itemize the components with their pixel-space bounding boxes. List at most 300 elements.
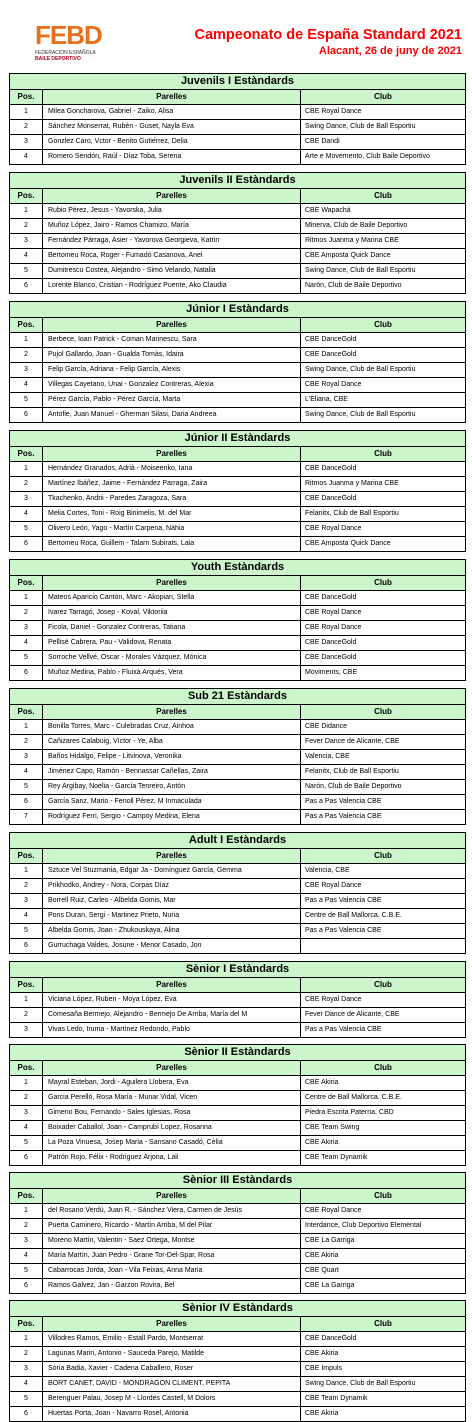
table-row bbox=[10, 477, 465, 492]
position-cell: 5 bbox=[10, 924, 43, 938]
pos-header: Pos. bbox=[10, 1189, 43, 1203]
couple-cell: Lagunas Marin, Antonio - Sauceda Parejo, Matilde bbox=[43, 1347, 301, 1361]
position-cell: 5 bbox=[10, 780, 43, 794]
couple-cell: Cañizares Calabuig, Víctor - Ye, Alba bbox=[43, 735, 301, 749]
club-cell: Pas a Pas Valencia CBE bbox=[305, 897, 382, 904]
couple-cell: Pujol Gallardo, Joan - Gualda Tomàs, Idaira bbox=[43, 348, 301, 362]
club-cell: CBE Quart bbox=[305, 1267, 339, 1274]
results-section bbox=[9, 430, 466, 552]
club-header: Club bbox=[374, 578, 392, 587]
parelles-header: Parelles bbox=[43, 849, 301, 863]
club-cell: CBE DanceGold bbox=[305, 336, 357, 343]
table-row bbox=[10, 1091, 465, 1106]
club-header: Club bbox=[374, 320, 392, 329]
couple-cell: María Martín, Juan Pedro - Grane Tor-Del-Spar, Rosa bbox=[43, 1249, 301, 1263]
couple-cell: Pellisé Cabrera, Pau - Validova, Renata bbox=[43, 636, 301, 650]
table-row bbox=[10, 750, 465, 765]
page-title: Campeonato de España Standard 2021 bbox=[194, 27, 462, 43]
position-cell: 6 bbox=[10, 279, 43, 293]
club-cell: Felanitx, Club de Ball Esportiu bbox=[305, 510, 399, 517]
table-row bbox=[10, 279, 465, 293]
club-cell: Swing Dance, Club de Ball Esportiu bbox=[305, 1380, 416, 1387]
position-cell: 6 bbox=[10, 537, 43, 551]
position-cell: 3 bbox=[10, 363, 43, 377]
table-header-row bbox=[10, 576, 465, 591]
section-title: Youth Estàndards bbox=[10, 560, 465, 576]
position-cell: 1 bbox=[10, 720, 43, 734]
table-row bbox=[10, 621, 465, 636]
couple-cell: Vivas Ledo, Iruma - Martínez Redondo, Pablo bbox=[43, 1023, 301, 1037]
table-row bbox=[10, 1362, 465, 1377]
position-cell: 2 bbox=[10, 477, 43, 491]
couple-cell: Gurruchaga Valdes, Josune - Menor Casado, Jon bbox=[43, 939, 301, 953]
position-cell: 3 bbox=[10, 1362, 43, 1376]
position-cell: 2 bbox=[10, 1219, 43, 1233]
couple-cell: Bertomeu Roca, Roger - Fumadó Casanova, Anel bbox=[43, 249, 301, 263]
table-row bbox=[10, 204, 465, 219]
club-header: Club bbox=[374, 1319, 392, 1328]
club-cell: CBE DanceGold bbox=[305, 639, 357, 646]
couple-cell: Sánchez Monserrat, Rubén - Guset, Nayla Eva bbox=[43, 120, 301, 134]
table-row bbox=[10, 795, 465, 810]
section-title: Juvenils I Estàndards bbox=[10, 74, 465, 90]
table-row bbox=[10, 1151, 465, 1165]
table-row bbox=[10, 591, 465, 606]
couple-cell: Martínez Ibáñez, Jaime - Fernández Parraga, Zaira bbox=[43, 477, 301, 491]
pos-header: Pos. bbox=[10, 1317, 43, 1331]
table-row bbox=[10, 537, 465, 551]
position-cell: 3 bbox=[10, 135, 43, 149]
federation-logo bbox=[35, 22, 105, 70]
club-cell: Pas a Pas Valencia CBE bbox=[305, 927, 382, 934]
pos-header: Pos. bbox=[10, 189, 43, 203]
position-cell: 4 bbox=[10, 249, 43, 263]
club-cell: CBE DanceGold bbox=[305, 1335, 357, 1342]
club-cell: CBE Akiria bbox=[305, 1350, 339, 1357]
club-cell: CBE DanceGold bbox=[305, 351, 357, 358]
position-cell: 3 bbox=[10, 1106, 43, 1120]
table-row bbox=[10, 894, 465, 909]
club-cell: Pas a Pas Valencia CBE bbox=[305, 813, 382, 820]
club-cell: Arte e Movemento, Club Baile Deportivo bbox=[305, 153, 430, 160]
club-cell: CBE Royal Dance bbox=[305, 525, 362, 532]
position-cell: 5 bbox=[10, 1392, 43, 1406]
club-cell: CBE DanceGold bbox=[305, 654, 357, 661]
table-row bbox=[10, 1407, 465, 1421]
club-cell: CBE DanceGold bbox=[305, 465, 357, 472]
table-row bbox=[10, 1023, 465, 1037]
parelles-header: Parelles bbox=[43, 447, 301, 461]
club-header: Club bbox=[374, 449, 392, 458]
table-row bbox=[10, 234, 465, 249]
position-cell: 1 bbox=[10, 204, 43, 218]
section-title: Sub 21 Estàndards bbox=[10, 689, 465, 705]
club-cell: Swing Dance, Club de Ball Esportiu bbox=[305, 366, 416, 373]
table-header-row bbox=[10, 705, 465, 720]
position-cell: 6 bbox=[10, 795, 43, 809]
pos-header: Pos. bbox=[10, 978, 43, 992]
table-header-row bbox=[10, 447, 465, 462]
table-header-row bbox=[10, 978, 465, 993]
club-cell: CBE Akiria bbox=[305, 1139, 339, 1146]
couple-cell: Comesaña Bermejo, Alejandro - Bermejo De Arriba, María del M bbox=[43, 1008, 301, 1022]
position-cell: 1 bbox=[10, 1332, 43, 1346]
club-cell: Centre de Ball Mallorca. C.B.E. bbox=[305, 1094, 402, 1101]
table-row bbox=[10, 864, 465, 879]
table-row bbox=[10, 264, 465, 279]
club-cell: CBE Amposta Quick Dance bbox=[305, 252, 391, 259]
couple-cell: Moreno Martín, Valentin - Saez Ortega, Montse bbox=[43, 1234, 301, 1248]
position-cell: 3 bbox=[10, 621, 43, 635]
club-cell: Ritmos Juanma y Marina CBE bbox=[305, 480, 399, 487]
table-row bbox=[10, 780, 465, 795]
club-cell: Fever Dance de Alicante, CBE bbox=[305, 1011, 400, 1018]
position-cell: 5 bbox=[10, 264, 43, 278]
couple-cell: Berbece, Ioan Patrick - Coman Marinescu, Sara bbox=[43, 333, 301, 347]
section-title: Sènior III Estàndards bbox=[10, 1173, 465, 1189]
position-cell: 3 bbox=[10, 750, 43, 764]
club-cell: Moviments, CBE bbox=[305, 669, 358, 676]
table-row bbox=[10, 810, 465, 824]
couple-cell: Gimeno Bou, Fernando - Sales Iglesias, Rosa bbox=[43, 1106, 301, 1120]
table-row bbox=[10, 249, 465, 264]
club-header: Club bbox=[374, 707, 392, 716]
couple-cell: Muñoz Medina, Pablo - Fluixà Arqués, Vera bbox=[43, 666, 301, 680]
couple-cell: Pérez García, Pablo - Pérez García, Marta bbox=[43, 393, 301, 407]
club-cell: Swing Dance, Club de Ball Esportiu bbox=[305, 411, 416, 418]
results-section bbox=[9, 961, 466, 1038]
club-cell: Valencia, CBE bbox=[305, 753, 350, 760]
couple-cell: Baños Hidalgo, Felipe - Litvinova, Veronika bbox=[43, 750, 301, 764]
position-cell: 5 bbox=[10, 651, 43, 665]
couple-cell: Garcia Perelló, Rosa María - Munar Vidal, Vicen bbox=[43, 1091, 301, 1105]
club-cell: CBE Team Swing bbox=[305, 1124, 360, 1131]
table-header-row bbox=[10, 318, 465, 333]
club-header: Club bbox=[374, 851, 392, 860]
couple-cell: Huertas Porta, Joan - Navarro Rosel, Antonia bbox=[43, 1407, 301, 1421]
table-row bbox=[10, 378, 465, 393]
position-cell: 4 bbox=[10, 1121, 43, 1135]
table-row bbox=[10, 150, 465, 164]
couple-cell: Ivarez Tarragó, Josep - Koval, Viktoriia bbox=[43, 606, 301, 620]
position-cell: 3 bbox=[10, 1023, 43, 1037]
couple-cell: Sorroche Vellvé, Oscar - Morales Vázquez, Mónica bbox=[43, 651, 301, 665]
position-cell: 3 bbox=[10, 1234, 43, 1248]
couple-cell: Mateos Aparicio Cantón, Marc - Akopian, Stella bbox=[43, 591, 301, 605]
position-cell: 6 bbox=[10, 408, 43, 422]
table-row bbox=[10, 1204, 465, 1219]
club-cell: Piedra Escrita Paterna, CBD bbox=[305, 1109, 394, 1116]
couple-cell: Bonilla Torres, Marc - Culebradas Cruz, Ainhoa bbox=[43, 720, 301, 734]
page-subtitle: Alacant, 26 de juny de 2021 bbox=[318, 45, 462, 57]
table-header-row bbox=[10, 1317, 465, 1332]
position-cell: 2 bbox=[10, 735, 43, 749]
results-section bbox=[9, 832, 466, 954]
club-cell: L'Eliana, CBE bbox=[305, 396, 348, 403]
couple-cell: Milea Goncharova, Gabriel - Zaiko, Alisa bbox=[43, 105, 301, 119]
position-cell: 5 bbox=[10, 393, 43, 407]
couple-cell: Ramos Galvez, Jan - Garzon Rovira, Bel bbox=[43, 1279, 301, 1293]
club-cell: Felanitx, Club de Ball Esportiu bbox=[305, 768, 399, 775]
table-row bbox=[10, 606, 465, 621]
table-row bbox=[10, 1249, 465, 1264]
table-row bbox=[10, 1076, 465, 1091]
table-row bbox=[10, 408, 465, 422]
couple-cell: Romero Sendón, Raúl - Díaz Toba, Serena bbox=[43, 150, 301, 164]
couple-cell: Viciana López, Ruben - Moya López, Eva bbox=[43, 993, 301, 1007]
logo-text-line1: FEDERACIÓN ESPAÑOLA bbox=[35, 50, 96, 56]
club-cell: Narón, Club de Baile Deportivo bbox=[305, 783, 402, 790]
couple-cell: Cabarrocas Jorda, Joan - Vila Feixas, Anna Maria bbox=[43, 1264, 301, 1278]
position-cell: 4 bbox=[10, 1377, 43, 1391]
position-cell: 1 bbox=[10, 1076, 43, 1090]
table-row bbox=[10, 393, 465, 408]
table-row bbox=[10, 1121, 465, 1136]
parelles-header: Parelles bbox=[43, 90, 301, 104]
club-header: Club bbox=[374, 980, 392, 989]
table-row bbox=[10, 1264, 465, 1279]
couple-cell: Lorente Blanco, Cristian - Rodríguez Puente, Ako Claudia bbox=[43, 279, 301, 293]
table-header-row bbox=[10, 1061, 465, 1076]
section-title: Sènior II Estàndards bbox=[10, 1045, 465, 1061]
couple-cell: Prikhodko, Andrey - Nora, Corpas Díaz bbox=[43, 879, 301, 893]
logo-text-line2: BAILE DEPORTIVO bbox=[35, 56, 81, 62]
parelles-header: Parelles bbox=[43, 1061, 301, 1075]
table-row bbox=[10, 1377, 465, 1392]
table-row bbox=[10, 636, 465, 651]
pos-header: Pos. bbox=[10, 90, 43, 104]
table-header-row bbox=[10, 1189, 465, 1204]
parelles-header: Parelles bbox=[43, 576, 301, 590]
table-row bbox=[10, 666, 465, 680]
position-cell: 2 bbox=[10, 219, 43, 233]
club-header: Club bbox=[374, 191, 392, 200]
club-cell: CBE Team Dynamik bbox=[305, 1154, 368, 1161]
club-cell: CBE Akiria bbox=[305, 1252, 339, 1259]
club-cell: Interdance, Club Deportivo Elemental bbox=[305, 1222, 422, 1229]
position-cell: 6 bbox=[10, 1279, 43, 1293]
club-cell: Valencia, CBE bbox=[305, 867, 350, 874]
position-cell: 2 bbox=[10, 1347, 43, 1361]
club-cell: CBE DanceGold bbox=[305, 594, 357, 601]
parelles-header: Parelles bbox=[43, 978, 301, 992]
pos-header: Pos. bbox=[10, 318, 43, 332]
position-cell: 4 bbox=[10, 909, 43, 923]
club-cell: CBE Akiria bbox=[305, 1410, 339, 1417]
club-cell: Swing Dance, Club de Ball Esportiu bbox=[305, 267, 416, 274]
position-cell: 1 bbox=[10, 105, 43, 119]
couple-cell: Albelda Gomis, Joan - Zhukouskaya, Alina bbox=[43, 924, 301, 938]
position-cell: 5 bbox=[10, 1264, 43, 1278]
couple-cell: Antofie, Juan Manuel - Gherman Silasi, Daria Andreea bbox=[43, 408, 301, 422]
club-cell: CBE Royal Dance bbox=[305, 996, 362, 1003]
table-row bbox=[10, 522, 465, 537]
position-cell: 6 bbox=[10, 1151, 43, 1165]
parelles-header: Parelles bbox=[43, 1317, 301, 1331]
table-row bbox=[10, 348, 465, 363]
position-cell: 4 bbox=[10, 507, 43, 521]
table-row bbox=[10, 879, 465, 894]
club-header: Club bbox=[374, 1063, 392, 1072]
table-row bbox=[10, 924, 465, 939]
couple-cell: Bertomeu Roca, Guillem - Talarn Subirats, Laia bbox=[43, 537, 301, 551]
position-cell: 1 bbox=[10, 591, 43, 605]
position-cell: 4 bbox=[10, 1249, 43, 1263]
results-section bbox=[9, 688, 466, 825]
position-cell: 1 bbox=[10, 993, 43, 1007]
position-cell: 4 bbox=[10, 765, 43, 779]
table-row bbox=[10, 333, 465, 348]
club-cell bbox=[301, 939, 465, 953]
club-cell: CBE Royal Dance bbox=[305, 381, 362, 388]
parelles-header: Parelles bbox=[43, 189, 301, 203]
position-cell: 4 bbox=[10, 150, 43, 164]
position-cell: 2 bbox=[10, 120, 43, 134]
table-row bbox=[10, 1347, 465, 1362]
table-row bbox=[10, 1008, 465, 1023]
club-cell: CBE Akiria bbox=[305, 1079, 339, 1086]
couple-cell: Jiménez Capo, Ramón - Bennassar Cañellas, Zaira bbox=[43, 765, 301, 779]
club-cell: CBE La Garriga bbox=[305, 1237, 355, 1244]
table-header-row bbox=[10, 849, 465, 864]
club-cell: Swing Dance, Club de Ball Esportiu bbox=[305, 123, 416, 130]
position-cell: 1 bbox=[10, 333, 43, 347]
parelles-header: Parelles bbox=[43, 318, 301, 332]
position-cell: 3 bbox=[10, 234, 43, 248]
club-cell: CBE Didance bbox=[305, 723, 348, 730]
position-cell: 2 bbox=[10, 879, 43, 893]
table-row bbox=[10, 363, 465, 378]
position-cell: 5 bbox=[10, 522, 43, 536]
couple-cell: Gonzlez Caro, Vctor - Benito Gutiérrez, Delia bbox=[43, 135, 301, 149]
section-title: Juvenils II Estàndards bbox=[10, 173, 465, 189]
position-cell: 7 bbox=[10, 810, 43, 824]
table-row bbox=[10, 735, 465, 750]
couple-cell: Pons Duran, Sergi - Martinez Prieto, Nuria bbox=[43, 909, 301, 923]
table-row bbox=[10, 909, 465, 924]
club-cell: CBE Amposta Quick Dance bbox=[305, 540, 391, 547]
club-cell: CBE DanceGold bbox=[305, 495, 357, 502]
position-cell: 1 bbox=[10, 462, 43, 476]
table-row bbox=[10, 120, 465, 135]
table-row bbox=[10, 1106, 465, 1121]
position-cell: 3 bbox=[10, 894, 43, 908]
club-header: Club bbox=[374, 92, 392, 101]
section-title: Sènior I Estàndards bbox=[10, 962, 465, 978]
pos-header: Pos. bbox=[10, 1061, 43, 1075]
table-row bbox=[10, 1136, 465, 1151]
table-row bbox=[10, 1332, 465, 1347]
club-cell: CBE Royal Dance bbox=[305, 882, 362, 889]
club-cell: CBE Royal Dance bbox=[305, 624, 362, 631]
couple-cell: BORT CANET, DAVID - MONDRAGON CLIMENT, PEPITA bbox=[43, 1377, 301, 1391]
couple-cell: Ficola, Daniel - Gonzalez Contreras, Tatiana bbox=[43, 621, 301, 635]
couple-cell: Borrell Ruiz, Carles - Albelda Gomis, Mar bbox=[43, 894, 301, 908]
couple-cell: Fernández Párraga, Asier - Yavorova Georgieva, Katrin bbox=[43, 234, 301, 248]
club-cell: CBE Royal Dance bbox=[305, 609, 362, 616]
position-cell: 6 bbox=[10, 1407, 43, 1421]
position-cell: 6 bbox=[10, 939, 43, 953]
table-row bbox=[10, 1234, 465, 1249]
couple-cell: Villodres Ramos, Emilio - Estall Pardo, Montserrat bbox=[43, 1332, 301, 1346]
couple-cell: La Poza Vinuesa, Josep Maria - Sansano Casadó, Cèlia bbox=[43, 1136, 301, 1150]
couple-cell: Villegas Cayetano, Unai - Gonzalez Contreras, Alexia bbox=[43, 378, 301, 392]
position-cell: 2 bbox=[10, 1091, 43, 1105]
table-header-row bbox=[10, 90, 465, 105]
club-cell: CBE Royal Dance bbox=[305, 108, 362, 115]
club-cell: Pas a Pas Valencia CBE bbox=[305, 1026, 382, 1033]
table-row bbox=[10, 492, 465, 507]
logo-mark: FEBD bbox=[35, 20, 102, 50]
couple-cell: García Sanz, Mario - Fenoll Pérez, M Inmaculada bbox=[43, 795, 301, 809]
couple-cell: Berenguer Palau, Josep M - Llordés Castell, M Dolors bbox=[43, 1392, 301, 1406]
parelles-header: Parelles bbox=[43, 705, 301, 719]
position-cell: 2 bbox=[10, 606, 43, 620]
club-cell: Ritmos Juanma y Marina CBE bbox=[305, 237, 399, 244]
table-row bbox=[10, 939, 465, 953]
couple-cell: Tkachenko, Andrii - Paredes Zaragoza, Sara bbox=[43, 492, 301, 506]
pos-header: Pos. bbox=[10, 705, 43, 719]
couple-cell: Felip García, Adriana - Felip García, Alexis bbox=[43, 363, 301, 377]
section-title: Júnior II Estàndards bbox=[10, 431, 465, 447]
section-title: Adult I Estàndards bbox=[10, 833, 465, 849]
club-cell: CBE Impuls bbox=[305, 1365, 342, 1372]
couple-cell: Mayral Esteban, Jordi - Aguilera Llobera, Eva bbox=[43, 1076, 301, 1090]
pos-header: Pos. bbox=[10, 849, 43, 863]
couple-cell: del Rosario Verdú, Juan R. - Sánchez Viera, Carmen de Jesús bbox=[43, 1204, 301, 1218]
section-title: Sènior IV Estàndards bbox=[10, 1301, 465, 1317]
results-section bbox=[9, 172, 466, 294]
position-cell: 2 bbox=[10, 348, 43, 362]
position-cell: 4 bbox=[10, 378, 43, 392]
table-row bbox=[10, 507, 465, 522]
table-row bbox=[10, 135, 465, 150]
couple-cell: Sztuce Vel Stuzmania, Edgar Ja - Domínguez García, Gemma bbox=[43, 864, 301, 878]
position-cell: 1 bbox=[10, 864, 43, 878]
table-header-row bbox=[10, 189, 465, 204]
couple-cell: Muñoz López, Jairo - Ramos Chamizo, María bbox=[43, 219, 301, 233]
pos-header: Pos. bbox=[10, 576, 43, 590]
results-section bbox=[9, 1300, 466, 1422]
club-cell: Minerva, Club de Baile Deportivo bbox=[305, 222, 408, 229]
results-section bbox=[9, 1044, 466, 1166]
results-section bbox=[9, 1172, 466, 1294]
table-row bbox=[10, 1392, 465, 1407]
position-cell: 2 bbox=[10, 1008, 43, 1022]
position-cell: 6 bbox=[10, 666, 43, 680]
results-section bbox=[9, 301, 466, 423]
page-header bbox=[0, 0, 472, 72]
couple-cell: Rodríguez Ferri, Sergio - Campoy Medina, Elena bbox=[43, 810, 301, 824]
position-cell: 5 bbox=[10, 1136, 43, 1150]
table-row bbox=[10, 105, 465, 120]
table-row bbox=[10, 765, 465, 780]
couple-cell: Hernández Granados, Adrià - Moiseenko, Iana bbox=[43, 462, 301, 476]
section-title: Júnior I Estàndards bbox=[10, 302, 465, 318]
club-cell: Pas a Pas Valencia CBE bbox=[305, 798, 382, 805]
couple-cell: Rubio Pérez, Jesus - Yavorska, Julia bbox=[43, 204, 301, 218]
couple-cell: Dumitrescu Costea, Alejandro - Simó Velando, Natalia bbox=[43, 264, 301, 278]
club-header: Club bbox=[374, 1191, 392, 1200]
results-section bbox=[9, 559, 466, 681]
table-row bbox=[10, 1279, 465, 1293]
couple-cell: Patrón Rojo, Félix - Rodriguez Arjona, Lali bbox=[43, 1151, 301, 1165]
position-cell: 3 bbox=[10, 492, 43, 506]
table-row bbox=[10, 1219, 465, 1234]
club-cell: CBE Wapachá bbox=[305, 207, 351, 214]
table-row bbox=[10, 651, 465, 666]
position-cell: 4 bbox=[10, 636, 43, 650]
